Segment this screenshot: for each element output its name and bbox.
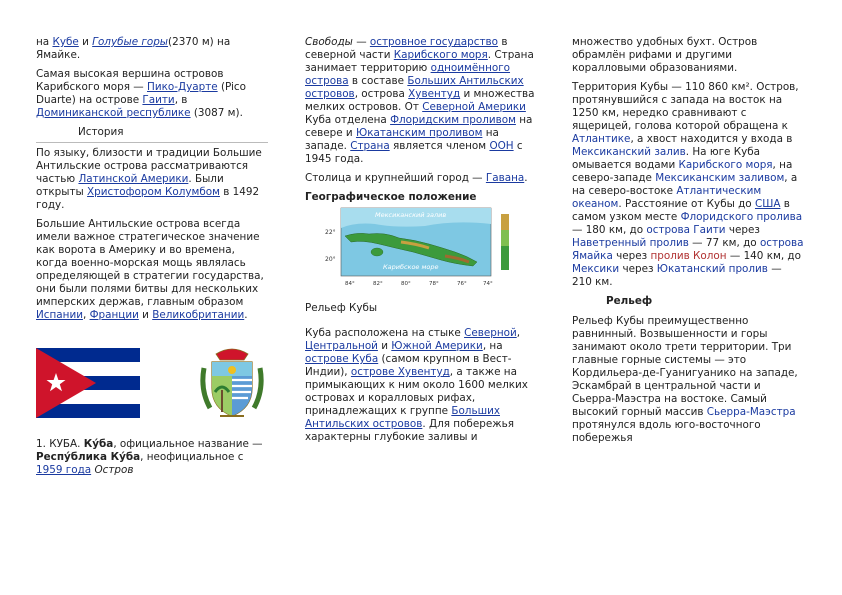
paragraph-strategic: Большие Антильские острова всегда имели важное стратегическое значение как ворота в Америку и во времена, когда военно-морская мощь являлась определяющей в стратегии государства, они были полями битвы для нескольких имперских держав, главным образом Испании, Франции и Великобритании. (36, 218, 264, 321)
link-greater-antilles[interactable]: Больших Антильских островов (305, 75, 524, 100)
link-island-state[interactable]: островное государство (369, 36, 499, 48)
cuba-flag-image (36, 348, 140, 418)
map-lon-label: 78° (429, 281, 439, 287)
link-florida-strait-2[interactable]: Флоридского пролива (680, 211, 803, 223)
paragraph-capital: Столица и крупнейший город — Гавана. (305, 172, 528, 184)
link-columbus[interactable]: Христофором Колумбом (87, 186, 220, 198)
link-gulf-of-mexico[interactable]: Мексиканский залив (572, 146, 686, 158)
link-usa[interactable]: США (754, 198, 781, 210)
relief-heading: Рельеф (606, 295, 653, 307)
link-south-america[interactable]: Южной Америки (391, 340, 483, 352)
paragraph-highest-peak: Самая высокая вершина островов Карибского моря — Пико-Дуарте (Pico Duarte) на острове Гаити, в Доминиканской республике (3087 м). (36, 68, 246, 119)
link-same-island[interactable]: одноимённого острова (305, 62, 511, 87)
link-colon-strait[interactable]: пролив Колон (650, 250, 727, 262)
link-pico-duarte[interactable]: Пико-Дуарте (147, 81, 218, 93)
map-lon-label: 82° (373, 281, 383, 287)
link-windward-passage[interactable]: Наветренный пролив (572, 237, 689, 249)
link-atlantic[interactable]: Атлантике (572, 133, 631, 145)
link-jamaica-island[interactable]: острова Ямайка (572, 237, 804, 262)
link-havana[interactable]: Гавана (485, 172, 525, 184)
link-caribbean[interactable]: Карибского моря (678, 159, 773, 171)
paragraph-territory: Территория Кубы — 110 860 км². Остров, протянувшийся с запада на восток на 1250 км, нередко сравнивают с ящерицей, голова которой обращена к Атлантике, а хвост находится у входа в Мексиканский залив. На юге Куба омывается водами Карибского моря, на северо-западе Мексиканским заливом, а на северо-востоке Атлантическим океаном. Расстояние от Кубы до США в самом узком месте Флоридского пролива — 180 км, до острова Гаити через Наветренный пролив — 77 км, до острова Ямайка через пролив Колон — 140 км, до Мексики через Юкатанский пролив — 210 км. (572, 81, 804, 288)
link-juventud[interactable]: Хувентуд (408, 88, 461, 100)
map-label-caribbean: Карибское море (383, 263, 439, 271)
link-haiti-island[interactable]: острова Гаити (646, 224, 726, 236)
link-cuba[interactable]: Кубе (52, 36, 79, 48)
link-central[interactable]: Центральной (305, 340, 378, 352)
link-juventud-island[interactable]: острове Хувентуд (350, 366, 450, 378)
paragraph-language: По языку, близости и традиции Большие Антильские острова рассматриваются частью Латинской Америки. Были открыты Христофором Колумбом в 1492 году. (36, 147, 262, 211)
map-lon-label: 84° (345, 281, 355, 287)
link-cuba-island[interactable]: острове Куба (305, 353, 379, 365)
link-north-america[interactable]: Северной Америки (422, 101, 526, 113)
link-haiti[interactable]: Гаити (142, 94, 175, 106)
map-lat-22: 22° (325, 229, 336, 236)
link-great-britain[interactable]: Великобритании (152, 309, 245, 321)
paragraph-cuba-intro: 1. КУБА. Ку́ба, официальное название — Респу́блика Ку́ба, неофициальное с 1959 года Остров (36, 438, 263, 476)
column-right (572, 36, 804, 451)
link-dominican-republic[interactable]: Доминиканской республике (36, 107, 191, 119)
link-mexico[interactable]: Мексики (572, 263, 620, 275)
geography-heading: Географическое положение (305, 191, 477, 203)
link-yucatan-strait[interactable]: Юкатанским проливом (355, 127, 483, 139)
link-country[interactable]: Страна (350, 140, 390, 152)
map-label-gulf: Мексиканский залив (375, 211, 447, 219)
map-lon-label: 76° (457, 281, 467, 287)
link-atlantic-ocean[interactable]: Атлантическим океаном (572, 185, 762, 210)
link-greater-antilles-group[interactable]: Больших Антильских островов (305, 405, 500, 430)
paragraph-mountains: на Кубе и Голубые горы(2370 м) на Ямайке. (36, 36, 231, 61)
map-lon-label: 80° (401, 281, 411, 287)
link-blue-mountains[interactable]: Голубые горы (92, 36, 169, 48)
cuba-coat-of-arms-image (196, 346, 268, 420)
map-lon-label: 74° (483, 281, 493, 287)
cuba-relief-map (305, 206, 537, 290)
history-heading: История (36, 126, 268, 143)
link-sierra-maestra[interactable]: Сьерра-Маэстра (706, 406, 796, 418)
link-un[interactable]: ООН (489, 140, 514, 152)
link-florida-strait[interactable]: Флоридским проливом (390, 114, 516, 126)
flag-and-emblem (36, 348, 268, 418)
column-left (36, 36, 268, 483)
link-north[interactable]: Северной (464, 327, 517, 339)
link-france[interactable]: Франции (89, 309, 139, 321)
paragraph-location: Куба расположена на стыке Северной, Центральной и Южной Америки, на острове Куба (самом крупном в Вест-Индии), острове Хувентуд, а также на примыкающих к ним около 1600 мелких островах и коралловых рифах, принадлежащих к группе Больших Антильских островов. Для побережья характерны глубокие заливы и (305, 327, 528, 443)
paragraph-island-state: Свободы — островное государство в северной части Карибского моря. Страна занимает территорию одноимённого острова в составе Больших Антильских островов, острова Хувентуд и множества мелких островов. От Северной Америки Куба отделена Флоридским проливом на севере и Юкатанским проливом на западе. Страна является членом ООН с 1945 года. (305, 36, 535, 165)
link-mexican-gulf[interactable]: Мексиканским заливом (655, 172, 785, 184)
map-lat-20: 20° (325, 256, 336, 263)
paragraph-relief: Рельеф Кубы преимущественно равнинный. Возвышенности и горы занимают около трети территории. Три главные горные системы — это Кордильера-де-Гуанигуанико на западе, Эскамбрай в центральной части и Сьерра-Маэстра на востоке. Самый высокий горный массив Сьерра-Маэстра протянулся вдоль юго-восточного побережья (572, 315, 798, 444)
column-middle (305, 36, 537, 450)
paragraph-reefs: множество удобных бухт. Остров обрамлён рифами и другими коралловыми образованиями. (572, 36, 758, 74)
link-1959[interactable]: 1959 года (36, 464, 92, 476)
map-caption: Рельеф Кубы (305, 302, 378, 314)
link-spain[interactable]: Испании (36, 309, 83, 321)
link-yucatan-channel[interactable]: Юкатанский пролив (656, 263, 768, 275)
link-caribbean-sea[interactable]: Карибского моря (393, 49, 488, 61)
link-latin-america[interactable]: Латинской Америки (78, 173, 189, 185)
